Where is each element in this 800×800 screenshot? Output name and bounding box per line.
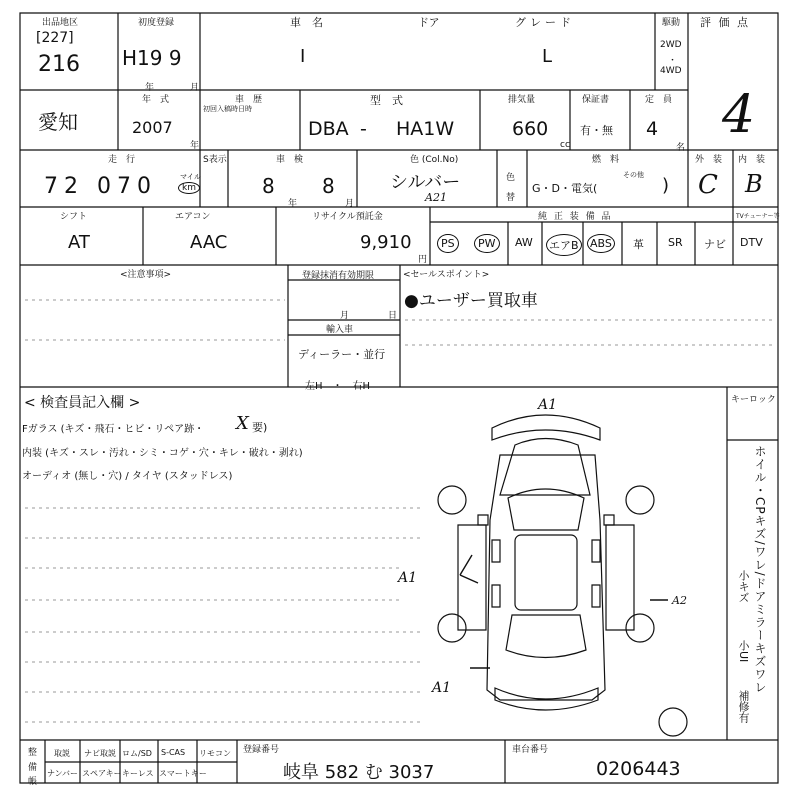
footer-side-3: 帳 xyxy=(28,777,38,787)
score-label: 評 価 点 xyxy=(700,16,750,29)
area-label: 出品地区 xyxy=(42,18,79,28)
drive-dot: ・ xyxy=(668,56,678,66)
displacement-label: 排気量 xyxy=(508,95,536,105)
fuel-close: ) xyxy=(662,175,670,196)
first-reg-value: H19 9 xyxy=(122,46,182,70)
capacity-label: 定 員 xyxy=(645,95,673,105)
doc-scas: S-CAS xyxy=(161,748,186,757)
doc-remote: リモコン xyxy=(199,749,231,758)
doc-keyless: キーレス xyxy=(122,769,154,778)
mark-right: A2 xyxy=(672,594,687,607)
interior-grade: B xyxy=(745,170,763,198)
capacity-value: 4 xyxy=(646,118,659,140)
recycle-unit: 円 xyxy=(418,255,428,265)
equip-pw: PW xyxy=(474,234,500,253)
type-prefix: DBA xyxy=(308,118,349,140)
equip-dtv: DTV xyxy=(740,236,763,249)
type-value: HA1W xyxy=(396,118,455,140)
model-year: 2007 xyxy=(132,118,173,137)
doc-manual: 取説 xyxy=(54,749,70,758)
doc-smart-key: スマートキー xyxy=(159,769,207,778)
color-code: A21 xyxy=(425,191,447,204)
side-note: ホイル・CPキズ/ワレ/ドアミラーキズワレ xyxy=(753,445,767,694)
manual-label: 保証書 xyxy=(582,95,610,105)
inspector-glass-req: 要) xyxy=(252,421,268,434)
inspector-interior: 内装 (キズ・スレ・汚れ・シミ・コゲ・穴・キレ・破れ・剥れ) xyxy=(22,448,303,459)
import-steering: 左H ・ 右H xyxy=(305,381,371,392)
region: 愛知 xyxy=(38,110,78,134)
color-value: シルバー xyxy=(390,172,461,193)
sbook-label: S表示 xyxy=(203,155,227,165)
color-change-iro: 色 xyxy=(506,173,516,183)
fuel-label: 燃 料 xyxy=(592,155,620,165)
shift-label: シフト xyxy=(60,212,88,222)
inspector-glass-x: X xyxy=(236,413,249,434)
side-note-repaired: 補修有 xyxy=(737,690,750,723)
chassis-label: 車台番号 xyxy=(512,745,549,755)
type-dash: - xyxy=(360,118,367,140)
footer-side-1: 整 xyxy=(28,748,38,758)
fuel-value: G・D・電気( xyxy=(532,182,598,195)
equipment-label: 純 正 装 備 品 xyxy=(538,212,613,222)
drive-2wd: 2WD xyxy=(660,40,682,50)
equip-ps: PS xyxy=(437,234,459,253)
reg-no: 岐阜 582 む 3037 xyxy=(283,762,435,783)
color-label: 色 (Col.No) xyxy=(410,155,459,165)
import-label: 輸入車 xyxy=(326,325,354,335)
doc-spare-key: スペアキー xyxy=(82,769,122,778)
exterior-label: 外 装 xyxy=(695,155,723,165)
reg-no-label: 登録番号 xyxy=(243,745,280,755)
car-name-label: 車 名 xyxy=(290,16,323,29)
history-sub: 初回入稿時日時 xyxy=(203,105,252,113)
sales-point: ●ユーザー買取車 xyxy=(404,291,538,311)
doc-rom-sd: ロム/SD xyxy=(122,749,152,758)
shift-value: AT xyxy=(68,232,90,253)
cc-unit: cc xyxy=(560,140,570,150)
grade-value: L xyxy=(542,46,553,67)
drive-label: 駆動 xyxy=(662,18,681,28)
doc-navi-manual: ナビ取説 xyxy=(84,749,116,758)
mark-front: A1 xyxy=(538,397,558,413)
keylock-label: キーロック xyxy=(731,395,776,405)
equip-leather: 革 xyxy=(633,238,644,251)
mileage-label: 走 行 xyxy=(108,155,136,165)
door-label: ドア xyxy=(418,16,440,29)
drive-4wd: 4WD xyxy=(660,66,682,76)
ac-value: AAC xyxy=(190,232,228,253)
inspection-month-unit: 月 xyxy=(345,199,355,209)
mark-left: A1 xyxy=(398,570,418,586)
score-value: 4 xyxy=(722,85,756,145)
recycle-value: 9,910 xyxy=(360,232,412,253)
side-note-small-ui: 小UI xyxy=(737,640,750,663)
inspector-glass: Fガラス (キズ・飛石・ヒビ・リペア跡・ xyxy=(22,424,205,435)
grade-label: グレード xyxy=(515,16,575,29)
equip-sr: SR xyxy=(668,236,683,249)
displacement-value: 660 xyxy=(512,118,549,140)
year-mark: 年 xyxy=(145,83,155,93)
reg-expiry-month: 月 xyxy=(340,311,350,321)
inspection-month: 8 xyxy=(322,174,335,198)
car-name-value: I xyxy=(300,46,306,67)
lot-number: 216 xyxy=(38,52,80,77)
mark-rear: A1 xyxy=(432,680,452,696)
reg-expiry-label: 登録抹消有効期限 xyxy=(302,271,375,281)
inspection-year-unit: 年 xyxy=(288,199,298,209)
import-dealer: ディーラー・並行 xyxy=(298,348,386,361)
inspection-label: 車 検 xyxy=(276,155,304,165)
inspector-audio-tire: オーディオ (無し・穴) / タイヤ (スタッドレス) xyxy=(22,471,233,482)
mileage-unit-km: km xyxy=(178,182,200,194)
interior-label: 内 装 xyxy=(738,155,766,165)
caution-label: <注意事項> xyxy=(120,270,172,280)
month-mark: 月 xyxy=(190,83,200,93)
lot-bracket: [227] xyxy=(36,30,74,46)
inspection-year: 8 xyxy=(262,174,275,198)
footer-side-2: 備 xyxy=(28,763,38,773)
exterior-grade: C xyxy=(698,170,718,200)
first-reg-label: 初度登録 xyxy=(138,18,175,28)
manual-value: 有・無 xyxy=(580,124,613,137)
inspector-title: < 検査員記入欄 > xyxy=(24,395,141,411)
type-label: 型 式 xyxy=(370,94,403,107)
equip-abs: ABS xyxy=(587,234,615,253)
mileage-unit-mile: マイル xyxy=(180,173,201,181)
model-year-unit: 年 xyxy=(190,141,200,151)
capacity-unit: 名 xyxy=(676,143,686,153)
equip-navi: ナビ xyxy=(704,238,726,251)
fuel-other: その他 xyxy=(623,171,644,179)
doc-plate: ナンバー xyxy=(47,769,79,778)
tv-label: TVチューナー等 xyxy=(736,213,780,220)
chassis-no: 0206443 xyxy=(596,758,681,780)
equip-aw: AW xyxy=(515,236,533,249)
model-year-label: 年 式 xyxy=(142,95,170,105)
mileage-value: 72 070 xyxy=(44,174,157,199)
reg-expiry-day: 日 xyxy=(388,311,398,321)
history-label: 車 歴 xyxy=(235,95,263,105)
ac-label: エアコン xyxy=(175,212,211,222)
recycle-label: リサイクル預託金 xyxy=(312,212,383,222)
equip-airbag: エアB xyxy=(546,234,582,256)
sales-point-label: <セールスポイント> xyxy=(403,270,490,280)
side-note-small-scratch: 小キズ xyxy=(737,570,750,603)
color-change-gae: 替 xyxy=(506,193,516,203)
